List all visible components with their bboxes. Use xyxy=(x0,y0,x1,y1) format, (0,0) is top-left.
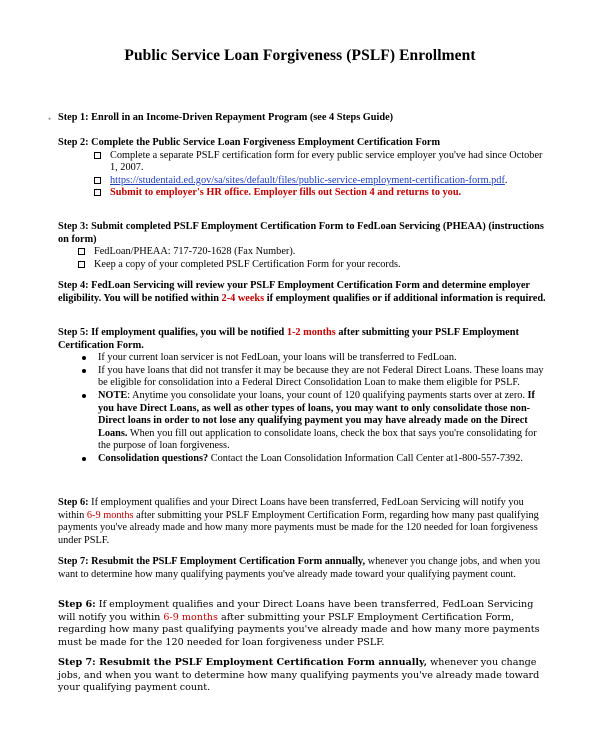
step-5-list xyxy=(58,352,548,465)
step-2 xyxy=(58,137,548,200)
step-4-text-end: if employment qualifies or if additional information is required. xyxy=(264,292,546,304)
step-3 xyxy=(58,221,548,271)
list-item xyxy=(58,175,548,188)
red-instruction: Submit to employer's HR office. Employer fills out Section 4 and returns to you. xyxy=(110,187,462,199)
bullet-icon xyxy=(82,457,86,461)
step-7-repeat: Step 7: Resubmit the PSLF Employment Certification Form annually, whenever you change jobs, and when you want to determine how many qualifying payments you've already made toward your qualifying payment count. xyxy=(58,657,540,694)
step-4 xyxy=(58,280,548,305)
page-title: Public Service Loan Forgiveness (PSLF) Enrollment xyxy=(124,47,476,64)
bullet-icon xyxy=(82,369,86,373)
step-1: Step 1: Enroll in an Income-Driven Repayment Program (see 4 Steps Guide) xyxy=(58,112,394,123)
list-item: If your current loan servicer is not FedLoan, your loans will be transferred to FedLoan. xyxy=(58,352,548,365)
step-3-heading: Step 3: Submit completed PSLF Employment Certification Form to FedLoan Servicing (PHEAA) (instructions on form) xyxy=(58,221,544,245)
step-3-list xyxy=(58,246,548,271)
list-item: If you have loans that did not transfer it may be because they are not Federal Direct Loans. These loans may be eligible for consolidation into a Federal Direct Consolidation Loan to make them eligible for PSLF. xyxy=(58,365,548,390)
step-6: Step 6: If employment qualifies and your Direct Loans have been transferred, FedLoan Servicing will notify you within 6-9 months after submitting your PSLF Employment Certification Form, regarding how many past qualifying payments you've already made and how many more payments must be made for the 120 needed for loan forgiveness under PSLF. xyxy=(58,497,539,546)
step-2-heading: Step 2: Complete the Public Service Loan Forgiveness Employment Certification Form xyxy=(58,137,441,148)
list-item-text: Keep a copy of your completed PSLF Certification Form for your records. xyxy=(94,258,401,270)
list-item-text: FedLoan/PHEAA: 717-720-1628 (Fax Number). xyxy=(94,246,296,258)
checkbox-icon xyxy=(78,248,85,255)
link-tail: . xyxy=(504,174,508,186)
form-link[interactable]: https://studentaid.ed.gov/sa/sites/default/files/public-service-employment-certification-form.pdf xyxy=(110,174,505,186)
bullet-icon xyxy=(82,356,86,360)
checkbox-icon xyxy=(78,261,85,268)
list-item-text: Complete a separate PSLF certification form for every public service employer you've had since October 1, 2007. xyxy=(110,149,543,174)
step-4-timeframe: 2-4 weeks xyxy=(221,292,265,304)
step-7: Step 7: Resubmit the PSLF Employment Certification Form annually, whenever you change jobs, and when you want to determine how many qualifying payments you've already made toward your qualifying payment count. xyxy=(58,556,541,580)
step-5-timeframe: 1-2 months xyxy=(286,327,336,338)
list-item xyxy=(58,150,548,175)
step-5 xyxy=(58,327,548,466)
list-item xyxy=(58,246,548,259)
list-item xyxy=(58,187,548,200)
list-item: Consolidation questions? Contact the Loan Consolidation Information Call Center at1-800-557-7392. xyxy=(58,453,548,466)
checkbox-icon xyxy=(94,189,101,196)
step-5-heading: Step 5: If employment qualifies, you will be notified 1-2 months after submitting your PSLF Employment Certification Form. xyxy=(58,327,519,351)
step-6-timeframe: 6-9 months xyxy=(86,509,134,521)
step-4-text: Step 4: FedLoan Servicing will review your PSLF Employment Certification Form and determine employer eligibility. You will be notified within xyxy=(58,280,530,304)
checkbox-icon xyxy=(94,177,101,184)
checkbox-icon xyxy=(94,152,101,159)
step-2-list xyxy=(58,150,548,200)
list-item xyxy=(58,259,548,272)
step-6-repeat: Step 6: If employment qualifies and your Direct Loans have been transferred, FedLoan Servicing will notify you within 6-9 months after submitting your PSLF Employment Certification Form, regarding how many past qualifying payments you've already made and how many more payments must be made for the 120 needed for loan forgiveness under PSLF. xyxy=(58,599,540,648)
bullet-icon xyxy=(82,394,86,398)
list-item: NOTE: Anytime you consolidate your loans, your count of 120 qualifying payments starts over at zero. If you have Direct Loans, as well as other types of loans, you may want to only consolidate those non-Direct loans in order to not lose any qualifying payment you may have already made on the Direct Loans. When you fill out application to consolidate loans, check the box that says you're consolidating for the purpose of loan forgiveness. xyxy=(58,390,548,453)
marker-dot: • xyxy=(48,114,52,124)
